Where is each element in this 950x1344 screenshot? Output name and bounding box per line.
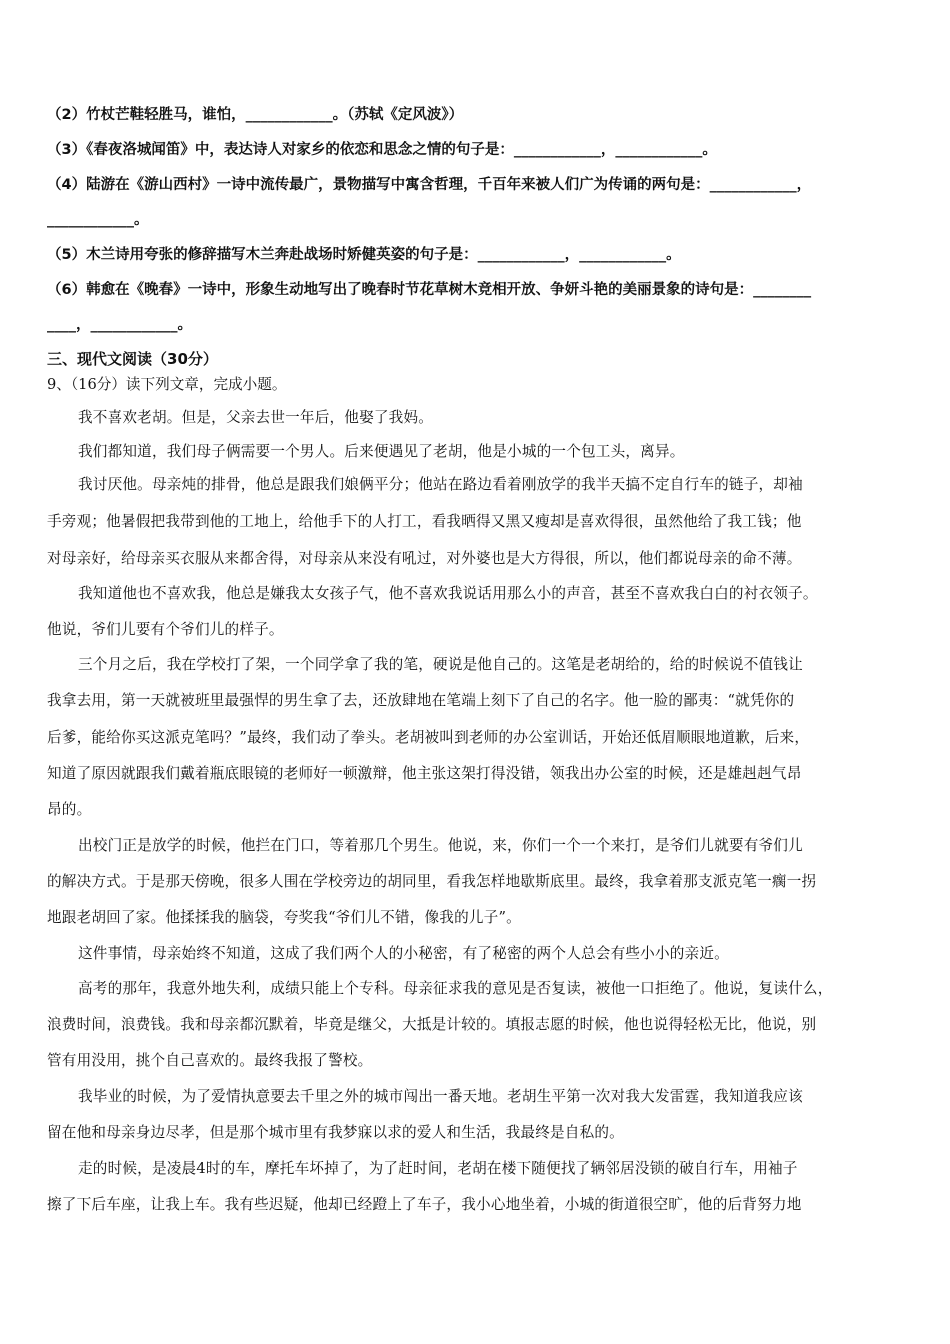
paragraph-3-line-3: 对母亲好，给母亲买衣服从来都舍得，对母亲从来没有吼过，对外婆也是大方得很，所以，他们都说母亲的命不薄。 [47,550,802,567]
paragraph-2-line-1: 我们都知道，我们母子俩需要一个男人。后来便遇见了老胡，他是小城的一个包工头，离异。 [78,443,685,460]
paragraph-9-line-1: 我毕业的时候，为了爱情执意要去千里之外的城市闯出一番天地。老胡生平第一次对我大发雷霆，我知道我应该 [78,1088,803,1105]
paragraph-6-line-3: 地跟老胡回了家。他揉揉我的脑袋，夸奖我“爷们儿不错，像我的儿子”。 [47,909,521,926]
paragraph-3-line-1: 我讨厌他。母亲炖的排骨，他总是跟我们娘俩平分；他站在路边看着刚放学的我半天搞不定自行车的链子，却袖 [78,476,803,493]
paragraph-1-line-1: 我不喜欢老胡。但是，父亲去世一年后，他娶了我妈。 [78,409,434,426]
item-2-line-1: （2）竹杖芒鞋轻胜马，谁怕，____________。（苏轼《定风波》） [47,107,464,123]
paragraph-5-line-4: 知道了原因就跟我们戴着瓶底眼镜的老师好一顿激辩，他主张这架打得没错，领我出办公室的时候，还是雄赳赳气昂 [47,765,802,782]
paragraph-6-line-2: 的解决方式。于是那天傍晚，很多人围在学校旁边的胡同里，看我怎样地歇斯底里。最终，我拿着那支派克笔一瘸一拐 [47,873,817,890]
paragraph-8-line-1: 高考的那年，我意外地失利，成绩只能上个专科。母亲征求我的意见是否复读，被他一口拒绝了。他说，复读什么， [78,980,833,997]
paragraph-10-line-2: 擦了下后车座，让我上车。我有些迟疑，他却已经蹬上了车子，我小心地坐着，小城的街道很空旷，他的后背努力地 [47,1196,802,1213]
item-6-line-2: ____，____________。 [47,317,192,333]
item-5-line-1: （5）木兰诗用夸张的修辞描写木兰奔赴战场时矫健英姿的句子是：____________，____________。 [47,247,681,263]
paragraph-4-line-1: 我知道他也不喜欢我，他总是嫌我太女孩子气，他不喜欢我说话用那么小的声音，甚至不喜欢我白白的衬衣领子。 [78,585,818,602]
paragraph-5-line-3: 后爹，能给你买这派克笔吗？”最终，我们动了拳头。老胡被叫到老师的办公室训话，开始还低眉顺眼地道歉，后来， [47,729,810,746]
paragraph-8-line-2: 浪费时间，浪费钱。我和母亲都沉默着，毕竟是继父，大抵是计较的。填报志愿的时候，他也说得轻松无比，他说，别 [47,1016,817,1033]
paragraph-5-line-5: 昂的。 [47,801,92,818]
paragraph-7-line-1: 这件事情，母亲始终不知道，这成了我们两个人的小秘密，有了秘密的两个人总会有些小小的亲近。 [78,945,729,962]
item-3-line-1: （3）《春夜洛城闻笛》中，表达诗人对家乡的依恋和思念之情的句子是：____________，____________。 [47,142,717,158]
paragraph-9-line-2: 留在他和母亲身边尽孝，但是那个城市里有我梦寐以求的爱人和生活，我最终是自私的。 [47,1124,624,1141]
question-9-prompt: 9、（16分）读下列文章，完成小题。 [47,376,287,393]
paragraph-5-line-2: 我拿去用，第一天就被班里最强悍的男生拿了去，还放肆地在笔端上刻下了自己的名字。他一脸的鄙夷：“就凭你的 [47,692,795,709]
paragraph-3-line-2: 手旁观；他暑假把我带到他的工地上，给他手下的人打工，看我晒得又黑又瘦却是喜欢得很，虽然他给了我工钱；他 [47,513,802,530]
item-6-line-1: （6）韩愈在《晚春》一诗中，形象生动地写出了晚春时节花草树木竞相开放、争妍斗艳的美丽景象的诗句是：________ [47,282,812,298]
paragraph-4-line-2: 他说，爷们儿要有个爷们儿的样子。 [47,621,284,638]
paragraph-8-line-3: 管有用没用，挑个自己喜欢的。最终我报了警校。 [47,1052,373,1069]
paragraph-10-line-1: 走的时候，是凌晨4时的车，摩托车坏掉了，为了赶时间，老胡在楼下随便找了辆邻居没锁的破自行车，用袖子 [78,1160,798,1177]
item-4-line-2: ____________。 [47,212,149,228]
item-4-line-1: （4）陆游在《游山西村》一诗中流传最广，景物描写中寓含哲理，千百年来被人们广为传诵的两句是：____________， [47,177,812,193]
paragraph-5-line-1: 三个月之后，我在学校打了架，一个同学拿了我的笔，硬说是他自己的。这笔是老胡给的，给的时候说不值钱让 [78,656,803,673]
paragraph-6-line-1: 出校门正是放学的时候，他拦在门口，等着那几个男生。他说，来，你们一个一个来打，是爷们儿就要有爷们儿 [78,837,803,854]
section-three-heading: 三、现代文阅读（30分） [47,350,218,368]
